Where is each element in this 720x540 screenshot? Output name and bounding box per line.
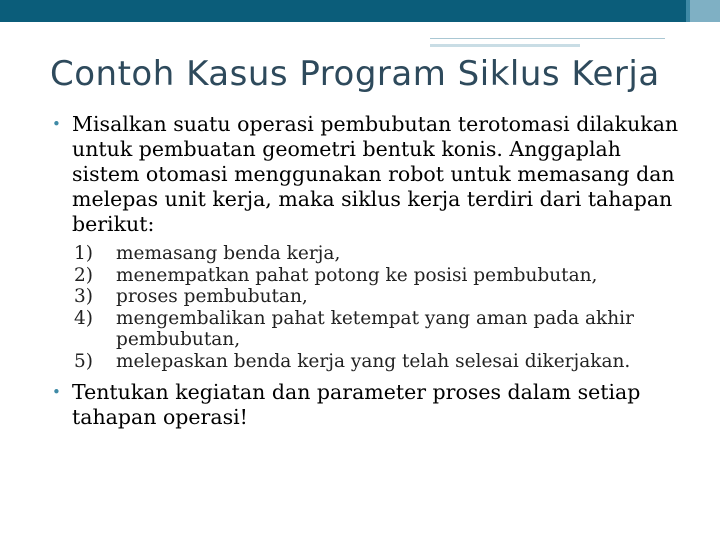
step-text: memasang benda kerja, [116, 243, 341, 264]
slide-title: Contoh Kasus Program Siklus Kerja [50, 54, 660, 94]
step-text: proses pembubutan, [116, 286, 308, 307]
step-number: 5) [74, 350, 93, 372]
bullet-text: Misalkan suatu operasi pembubutan terotomasi dilakukan untuk pembuatan geometri bentuk konis. Anggaplah sistem otomasi menggunakan robot untuk memasang dan melepas unit kerja, maka siklus kerja terdiri dari tahapan berikut: [72, 112, 679, 236]
slide-content [52, 112, 692, 430]
step-text: menempatkan pahat potong ke posisi pembubutan, [116, 264, 598, 286]
list-item [74, 351, 692, 373]
decorative-line [430, 44, 580, 47]
step-number: 1) [74, 243, 93, 264]
bullet-text: Tentukan kegiatan dan parameter proses dalam setiap tahapan operasi! [72, 380, 641, 429]
bullet-item [52, 380, 692, 430]
bullet-icon: • [52, 383, 61, 401]
step-number: 2) [74, 264, 93, 286]
steps-list [74, 243, 692, 372]
list-item [74, 286, 692, 308]
list-item [74, 243, 692, 265]
list-item [74, 265, 692, 287]
step-number: 3) [74, 286, 93, 307]
bullet-icon: • [52, 115, 61, 133]
list-item [74, 308, 692, 351]
step-number: 4) [74, 307, 93, 329]
step-text: mengembalikan pahat ketempat yang aman pada akhir pembubutan, [116, 307, 634, 350]
bullet-item [52, 112, 692, 237]
header-light-strip [690, 0, 720, 22]
header-band [0, 0, 720, 22]
decorative-line [430, 38, 665, 39]
step-text: melepaskan benda kerja yang telah selesai dikerjakan. [116, 350, 631, 372]
